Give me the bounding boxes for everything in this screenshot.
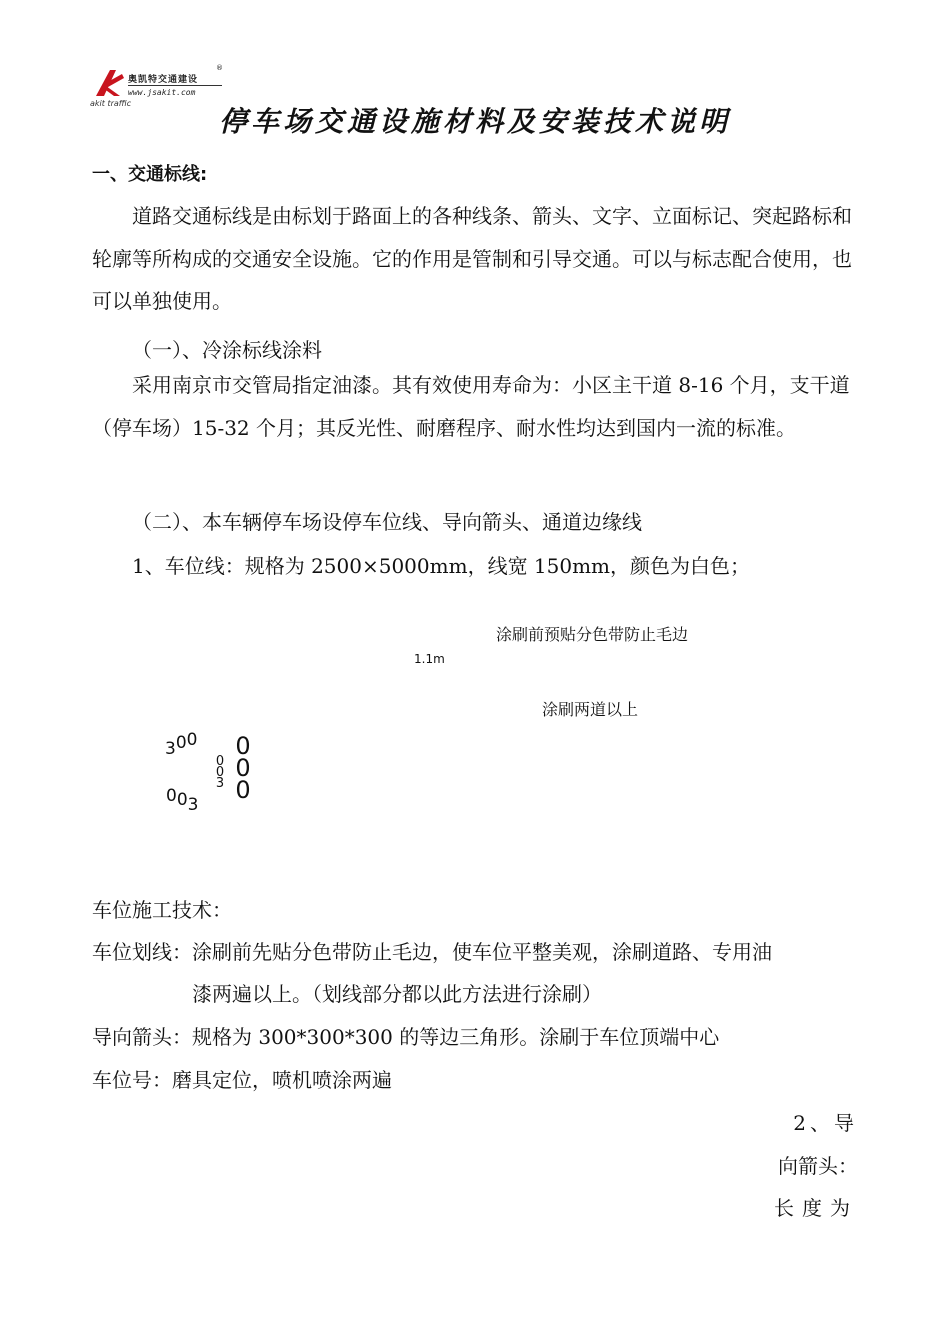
line-painting-continuation: 漆两遍以上。（划线部分都以此方法进行涂刷） — [192, 982, 602, 1006]
dimension-zeros-stack: 0 0 0 — [235, 732, 251, 804]
arrow-spec-text: 规格为 300*300*300 的等边三角形。涂刷于车位顶端中心 — [192, 1025, 720, 1049]
subsection-heading-1: （一）、冷涂标线涂料 — [132, 338, 322, 362]
line-painting-text: 涂刷前先贴分色带防止毛边，使车位平整美观，涂刷道路、专用油 — [192, 940, 772, 964]
document-title: 停车场交通设施材料及安装技术说明 — [218, 105, 731, 138]
subsection-heading-2: （二）、本车辆停车场设停车位线、导向箭头、通道边缘线 — [132, 510, 642, 534]
diagram-label-tape: 涂刷前预贴分色带防止毛边 — [496, 625, 689, 644]
parking-line-spec: 1、车位线：规格为 2500×5000mm，线宽 150mm，颜色为白色； — [132, 554, 751, 578]
logo-divider — [128, 85, 222, 86]
section-heading: 一、交通标线: — [92, 164, 208, 185]
logo-chinese-text: 奥凯特交通建设 — [128, 75, 199, 85]
intro-paragraph: 道路交通标线是由标划于路面上的各种线条、箭头、文字、立面标记、突起路标和轮廓等所构成的交通安全设施。它的作用是管制和引导交通。可以与标志配合使用，也可以单独使用。 — [92, 204, 852, 313]
arrow-spec-label: 导向箭头： — [92, 1025, 192, 1049]
construction-heading: 车位施工技术： — [92, 898, 232, 922]
space-number-label: 车位号： — [92, 1068, 172, 1092]
item2-part1: 2、导 — [793, 1111, 858, 1135]
line-painting-label: 车位划线： — [92, 940, 192, 964]
diagram-label-twice: 涂刷两道以上 — [542, 700, 639, 719]
registered-mark: ® — [216, 64, 223, 72]
space-number-text: 磨具定位，喷机喷涂两遍 — [172, 1068, 392, 1092]
dimension-label-bottom: 003 — [166, 786, 199, 815]
dimension-label-vertical: 0 0 3 — [215, 754, 225, 791]
arrow-spec-row — [92, 1021, 719, 1050]
diagram-label-width: 1.1m — [414, 652, 445, 666]
space-number-row — [92, 1064, 392, 1093]
item2-part3: 长度为 — [774, 1196, 858, 1220]
line-painting-row — [92, 936, 772, 965]
paint-paragraph: 采用南京市交管局指定油漆。其有效使用寿命为：小区主干道 8-16 个月，支干道（停车场）15-32 个月；其反光性、耐磨程序、耐水性均达到国内一流的标准。 — [92, 373, 850, 440]
logo-url: www.jsakit.com — [128, 88, 196, 97]
item2-part2: 向箭头： — [778, 1154, 858, 1178]
dimension-label-top: 300 — [165, 730, 198, 759]
logo-english-text: akit traffic — [90, 99, 132, 108]
